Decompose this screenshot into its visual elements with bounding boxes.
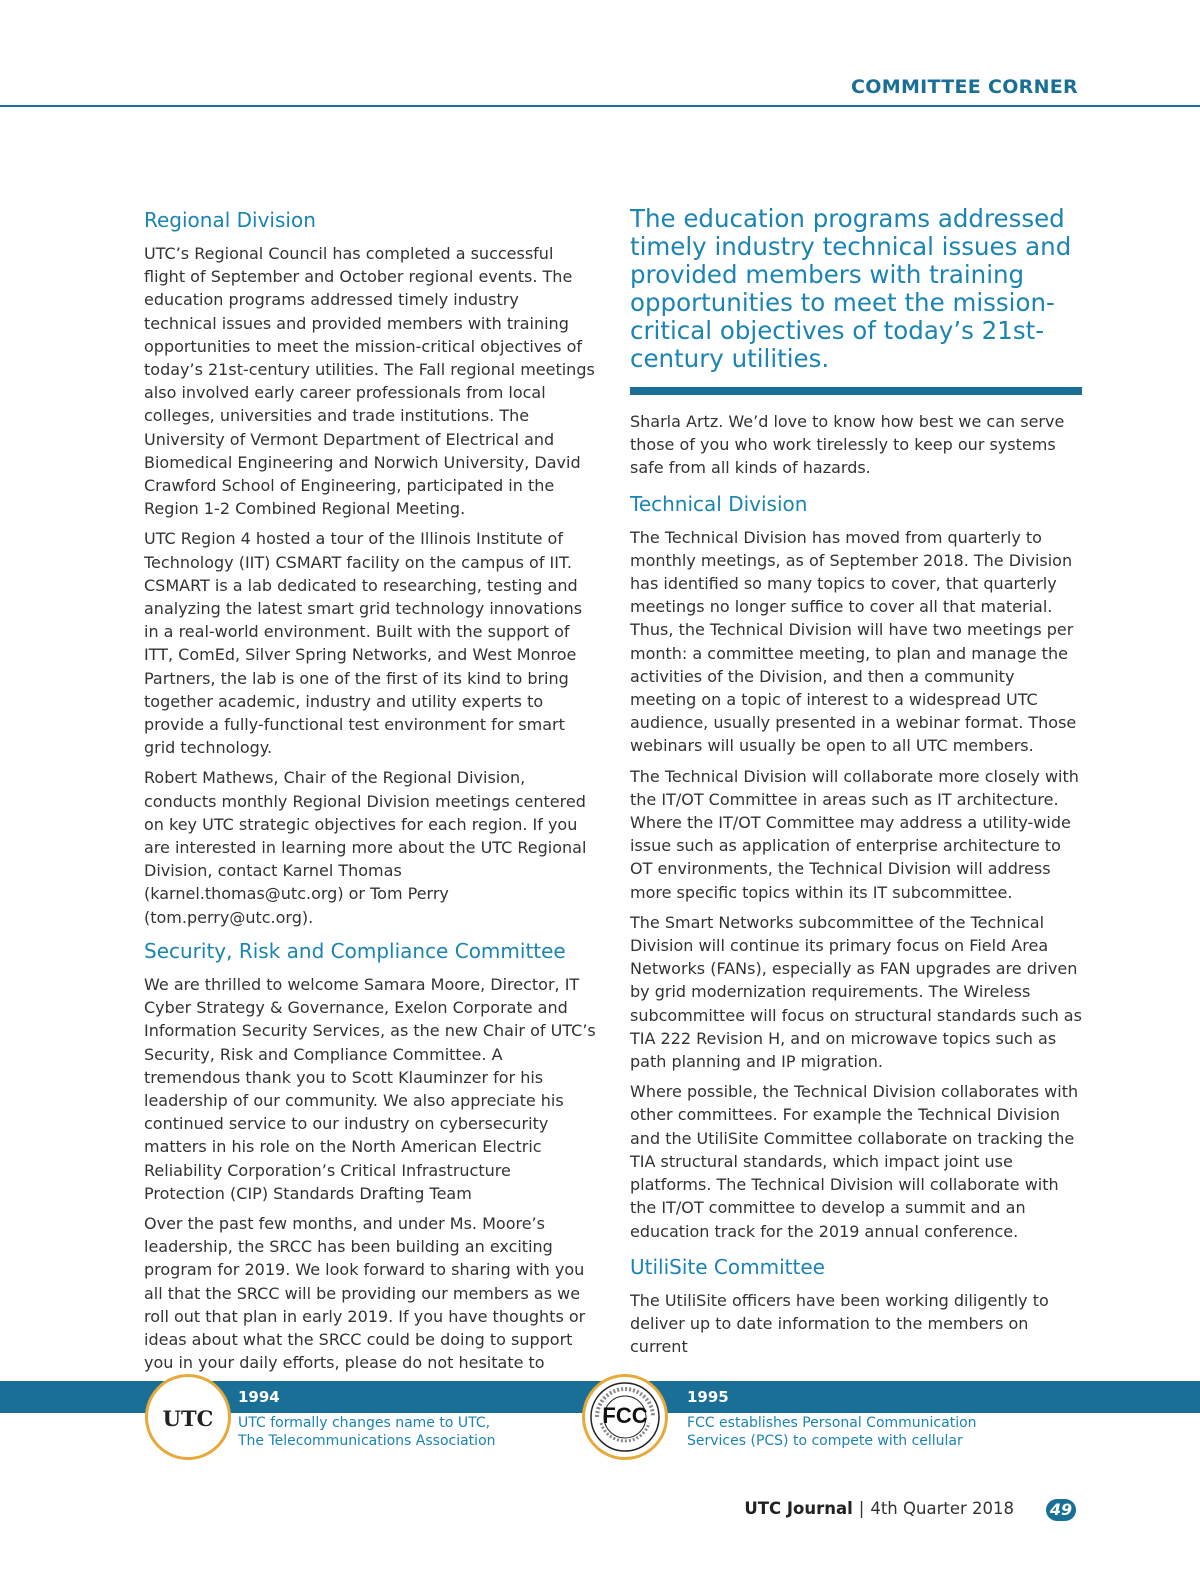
page-number: 49: [1046, 1499, 1076, 1521]
technical-paragraph-3: The Smart Networks subcommittee of the Technical Division will continue its primary focus on Field Area Networks (FANs), especially as FAN upgrades are driven by grid modernization requirements. The Wireless subcommittee will focus on structural standards such as TIA 222 Revision H, and on microwave topics such as path planning and IP migration.: [630, 912, 1082, 1072]
milestone-1994-line-1: UTC formally changes name to UTC,: [238, 1415, 491, 1431]
section-title: COMMITTEE CORNER: [851, 76, 1078, 98]
continued-paragraph: Sharla Artz. We’d love to know how best we can serve those of you who work tirelessly to keep our systems safe from all kinds of hazards.: [630, 412, 1065, 478]
timeline-milestone-1995: [687, 1414, 977, 1450]
security-paragraph-2: Over the past few months, and under Ms. Moore’s leadership, the SRCC has been building an exciting program for 2019. We look forward to sharing with you all that the SRCC will be providing our members as we roll out that plan in early 2019. If you have thoughts or ideas about what the SRCC could be doing to support you in your daily efforts, please do not hesitate to: [144, 1213, 586, 1373]
technical-paragraph-4: Where possible, the Technical Division collaborates with other committees. For example the Technical Division and the UtiliSite Committee collaborate on tracking the TIA structural standards, which impact joint use platforms. The Technical Division will collaborate with the IT/OT committee to develop a summit and an education track for the 2019 annual conference.: [630, 1082, 1079, 1241]
fcc-seal-text: FCC: [602, 1403, 648, 1428]
security-paragraph-1: We are thrilled to welcome Samara Moore, Director, IT Cyber Strategy & Governance, Exelon Corporate and Information Security Services, as the new Chair of UTC’s Security, Risk and Compliance Committee. A tremendous thank you to Scott Klauminzer for his leadership of our community. We also appreciate his continued service to our industry on cybersecurity matters in his role on the North American Electric Reliability Corporation’s Critical Infrastructure Protection (CIP) Standards Drafting Team: [144, 974, 596, 1203]
milestone-1995-line-2: Services (PCS) to compete with cellular: [687, 1433, 963, 1449]
header-rule: [0, 105, 1200, 107]
timeline-year-1995: 1995: [687, 1388, 729, 1406]
footer: [744, 1499, 1014, 1518]
utilisite-paragraph-1: The UtiliSite officers have been working diligently to deliver up to date information to the members on current: [630, 1290, 1049, 1357]
timeline-year-1994: 1994: [238, 1388, 280, 1406]
regional-paragraph-3: Robert Mathews, Chair of the Regional Division, conducts monthly Regional Division meetings centered on key UTC strategic objectives for each region. If you are interested in learning more about the UTC Regional Division, contact Karnel Thomas (karnel.thomas@utc.org) or Tom Perry (tom.perry@utc.org).: [144, 768, 587, 927]
issue-label: 4th Quarter 2018: [870, 1499, 1014, 1518]
timeline-milestone-1994: [238, 1414, 496, 1450]
pull-quote: The education programs addressed timely industry technical issues and provided members with training opportunities to meet the mission-critical objectives of today’s 21st-century utilities.: [630, 204, 1072, 373]
regional-paragraph-1: UTC’s Regional Council has completed a successful flight of September and October regional events. The education programs addressed timely industry technical issues and provided members with training opportunities to meet the mission-critical objectives of today’s 21st-century utilities. The Fall regional meetings also involved early career professionals from local colleges, universities and trade institutions. The University of Vermont Department of Electrical and Biomedical Engineering and Norwich University, David Crawford School of Engineering, participated in the Region 1-2 Combined Regional Meeting.: [144, 244, 595, 519]
right-column: [630, 205, 1082, 1365]
technical-division-heading: Technical Division: [630, 491, 808, 516]
utc-logo: [145, 1374, 231, 1460]
pull-quote-rule: [630, 387, 1082, 395]
footer-separator: |: [858, 1499, 865, 1518]
journal-name: UTC Journal: [744, 1499, 853, 1518]
left-column: [144, 205, 596, 1405]
fcc-seal: [582, 1374, 668, 1460]
milestone-1995-line-1: FCC establishes Personal Communication: [687, 1415, 977, 1431]
security-committee-heading: Security, Risk and Compliance Committee: [144, 938, 566, 963]
technical-paragraph-1: The Technical Division has moved from quarterly to monthly meetings, as of September 2018. The Division has identified so many topics to cover, that quarterly meetings no longer suffice to cover all that material. Thus, the Technical Division will have two meetings per month: a committee meeting, to plan and manage the activities of the Division, and then a community meeting on a topic of interest to a widespread UTC audience, usually presented in a webinar format. Those webinars will usually be open to all UTC members.: [630, 527, 1077, 756]
regional-division-heading: Regional Division: [144, 208, 316, 232]
milestone-1994-line-2: The Telecommunications Association: [238, 1433, 496, 1449]
utilisite-committee-heading: UtiliSite Committee: [630, 1254, 825, 1279]
utc-logo-text: UTC: [162, 1406, 214, 1431]
regional-paragraph-2: UTC Region 4 hosted a tour of the Illinois Institute of Technology (IIT) CSMART facility on the campus of IIT. CSMART is a lab dedicated to researching, testing and analyzing the latest smart grid technology innovations in a real-world environment. Built with the support of ITT, ComEd, Silver Spring Networks, and West Monroe Partners, the lab is one of the first of its kind to bring together academic, industry and utility experts to provide a fully-functional test environment for smart grid technology.: [144, 529, 583, 758]
technical-paragraph-2: The Technical Division will collaborate more closely with the IT/OT Committee in areas such as IT architecture. Where the IT/OT Committee may address a utility-wide issue such as application of enterprise architecture to OT environments, the Technical Division will address more specific topics within its IT subcommittee.: [630, 766, 1079, 902]
